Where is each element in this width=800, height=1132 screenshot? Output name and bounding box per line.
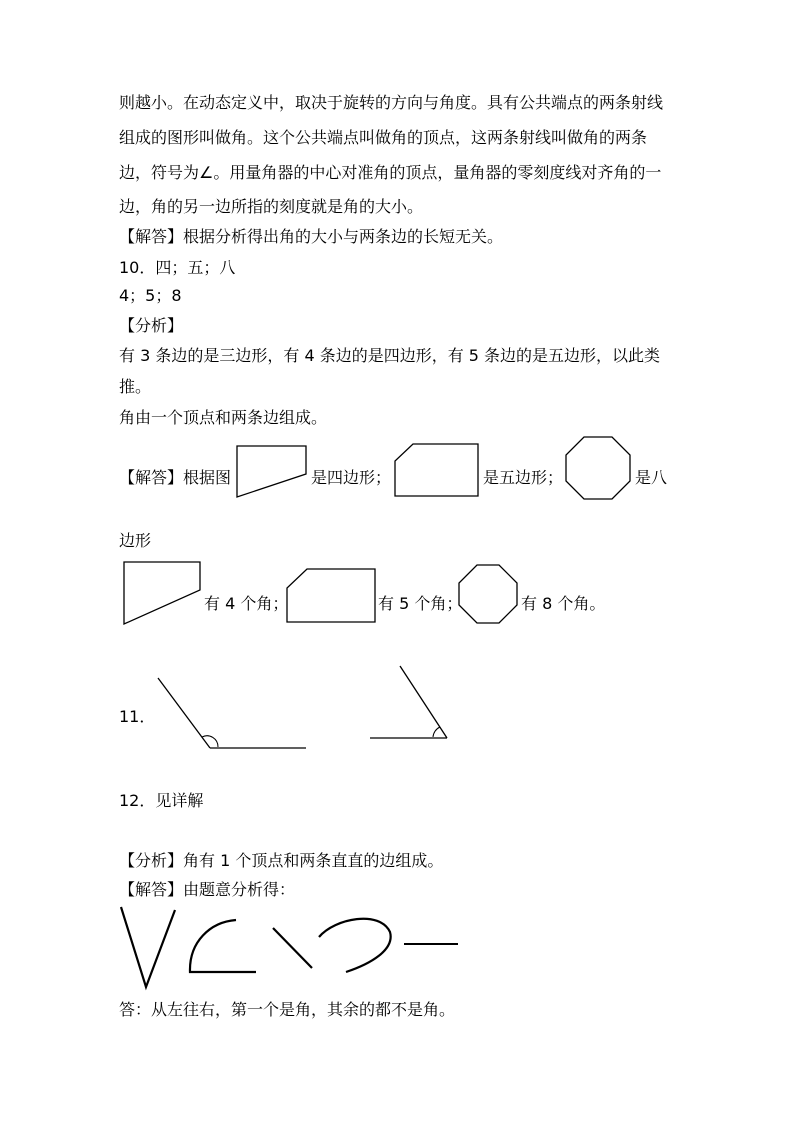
pentagon-shape-2	[287, 569, 375, 622]
q10-is-octagon-a: 是八	[635, 468, 668, 487]
quadrilateral-shape	[237, 446, 306, 497]
q10-is-pentagon: 是五边形；	[483, 468, 564, 487]
q10-is-octagon-b: 边形	[119, 531, 152, 550]
q9-text-line-4: 边，角的另一边所指的刻度就是角的大小。	[119, 197, 424, 216]
q9-text-line-1: 则越小。在动态定义中，取决于旋转的方向与角度。具有公共端点的两条射线	[119, 93, 664, 112]
q9-text-line-3: 边，符号为∠。用量角器的中心对准角的顶点，量角器的零刻度线对齐角的一	[119, 163, 662, 182]
q9-answer: 【解答】根据分析得出角的大小与两条边的长短无关。	[119, 227, 504, 246]
angle-2-arm-slanted	[400, 666, 447, 738]
q10-octa-angles: 有 8 个角。	[521, 594, 606, 613]
q10-quad-angles: 有 4 个角；	[204, 594, 289, 613]
figure-open-curve	[319, 919, 391, 972]
q10-penta-angles: 有 5 个角；	[378, 594, 463, 613]
q10-analysis-line-3: 角由一个顶点和两条边组成。	[119, 408, 328, 427]
angle-1-arc-mark	[202, 736, 218, 747]
q10-analysis-line-1: 有 3 条边的是三边形，有 4 条边的是四边形，有 5 条边的是五边形，以此类	[119, 346, 661, 365]
octagon-shape	[566, 437, 630, 499]
figure-v-angle	[121, 907, 175, 987]
q11-label: 11．	[119, 707, 156, 726]
figure-curved-side	[190, 920, 256, 972]
q10-answer-numbers: 4；5；8	[119, 286, 182, 305]
q10-analysis-heading: 【分析】	[119, 316, 184, 335]
q12-label: 12．见详解	[119, 791, 204, 810]
q12-analysis: 【分析】角有 1 个顶点和两条直直的边组成。	[119, 851, 444, 870]
q12-conclusion: 答：从左往右，第一个是角，其余的都不是角。	[119, 1000, 456, 1019]
quadrilateral-shape-2	[124, 562, 200, 624]
q10-analysis-line-2: 推。	[119, 377, 152, 396]
pentagon-shape	[395, 444, 478, 496]
q10-is-quadrilateral: 是四边形；	[311, 468, 392, 487]
octagon-shape-2	[459, 565, 517, 623]
q10-solution-prefix: 【解答】根据图	[119, 468, 232, 487]
figure-slanted-segment	[273, 928, 312, 968]
q10-answer-chinese: 10．四；五；八	[119, 258, 236, 277]
angle-2-arc-mark	[433, 727, 440, 737]
q12-solution: 【解答】由题意分析得：	[119, 880, 296, 899]
q9-text-line-2: 组成的图形叫做角。这个公共端点叫做角的顶点，这两条射线叫做角的两条	[119, 128, 648, 147]
angle-1-arm-slanted	[158, 678, 210, 748]
